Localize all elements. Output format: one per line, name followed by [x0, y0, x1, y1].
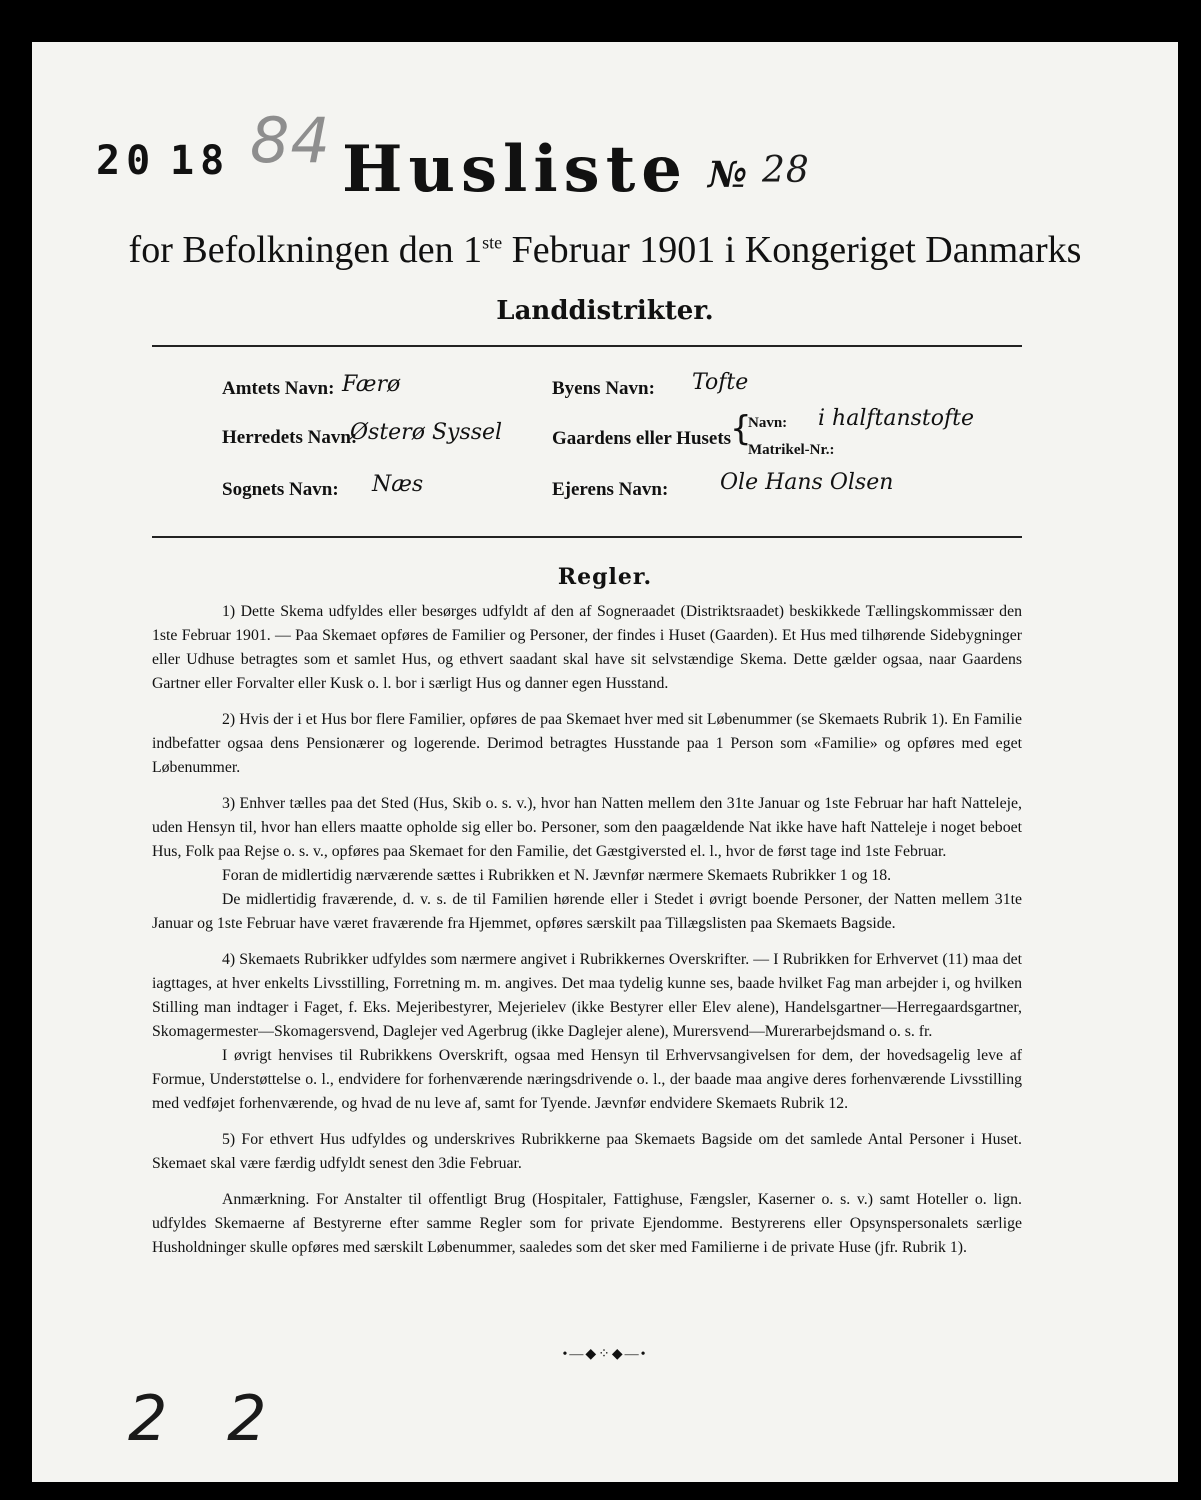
census-sheet [32, 42, 1178, 1482]
divider-middle [152, 536, 1022, 538]
amt-label: Amtets Navn: [222, 378, 335, 399]
herred-label: Herredets Navn: [222, 427, 358, 448]
handwritten-number: 2 2 [128, 1382, 287, 1455]
subtitle [32, 228, 1178, 272]
ejer-label: Ejerens Navn: [552, 479, 669, 500]
rule-paragraph-5: 5) For ethvert Hus udfyldes og underskrives Rubrikkerne paa Skemaets Bagside om det samlede Antal Personer i Huset. Skemaet skal være færdig udfyldt senest den 3die Februar. [152, 1131, 1022, 1172]
rule-note: Anmærkning. For Anstalter til offentligt Brug (Hospitaler, Fattighuse, Fængsler, Kaserner o. s. v.) samt Hoteller o. lign. udfyldes Skemaerne af Bestyrerne efter samme Regler som for private Ejendomme. Bestyrerens eller Opsynspersonalets særlige Husholdninger skulle opføres med særskilt Løbenummer, saaledes som det sker med Familierne i de private Huse (jfr. Rubrik 1). [152, 1191, 1022, 1256]
by-value: Tofte [692, 370, 749, 395]
stamp-number-right: 18 [170, 138, 231, 184]
by-label: Byens Navn: [552, 378, 655, 399]
subtitle-post: Februar 1901 i Kongeriget Danmarks [502, 229, 1082, 271]
rule-paragraph-3c: De midlertidig fraværende, d. v. s. de til Familien hørende eller i Stedet i øvrigt boende Personer, der Natten mellem 31te Januar og 1ste Februar have været fraværende fra Hjemmet, opføres særskilt paa Tillægslisten paa Skemaets Bagside. [152, 891, 1022, 932]
subtitle-pre: for Befolkningen den 1 [128, 229, 483, 271]
page-title: Husliste [342, 132, 688, 207]
herred-value: Østerø Syssel [350, 420, 503, 445]
ornament: •—◆⁘◆—• [562, 1347, 648, 1362]
brace: { [730, 409, 752, 449]
rule-paragraph-4: 4) Skemaets Rubrikker udfyldes som nærmere angivet i Rubrikkernes Overskrifter. — I Rubrikken for Erhvervet (11) maa det iagttages, at hver enkelts Livsstilling, Forretning m. m. angives. Det maa tydelig kunne ses, baade hvilket Fag man arbejder i, og hvilken Stilling man indtager i Faget, f. Eks. Mejeribestyrer, Mejerielev (ikke Bestyrer eller Elev alene), Handelsgartner—Herregaardsgartner, Skomagermester—Skomagersvend, Daglejer ved Agerbrug (ikke Daglejer alene), Murersvend—Murerarbejdsmand o. s. fr. [152, 951, 1022, 1040]
amt-value: Færø [342, 372, 401, 397]
rules-text [152, 600, 1022, 1272]
number-sign: № [708, 154, 748, 196]
rules-heading: Regler. [557, 564, 653, 590]
ejer-value: Ole Hans Olsen [720, 470, 894, 495]
sogn-value: Næs [372, 472, 424, 497]
rule-paragraph-3b: Foran de midlertidig nærværende sættes i Rubrikken et N. Jævnfør nærmere Skemaets Rubrikker 1 og 18. [222, 867, 892, 884]
divider-top [152, 345, 1022, 347]
rule-paragraph-3: 3) Enhver tælles paa det Sted (Hus, Skib o. s. v.), hvor han Natten mellem den 31te Januar og 1ste Februar har haft Natteleje, uden Hensyn til, hvor han ellers maatte opholde sig eller bo. Personer, som den paagældende Nat ikke have haft Natteleje i noget beboet Hus, Folk paa Rejse o. s. v., opføres paa Skemaet for den Familie, det Gæstgiversted el. l., hvor de først tage ind 1ste Februar. [152, 795, 1022, 860]
navn-label: Navn: [748, 415, 788, 431]
rule-paragraph-4b: I øvrigt henvises til Rubrikkens Overskrift, ogsaa med Hensyn til Erhvervsangivelsen for dem, der hovedsagelig leve af Formue, Understøttelse o. l., endvidere for forhenværende næringsdrivende o. l., der baade maa angive deres forhenværende Livsstilling med vedføjet forhenværende, og hvad de nu leve af, samt for Tyende. Jævnfør endvidere Skemaets Rubrik 12. [152, 1047, 1022, 1112]
navn-value: i halftanstofte [818, 406, 974, 431]
gaard-label: Gaardens eller Husets [552, 428, 732, 449]
stamp-number-left: 20 [96, 138, 157, 184]
district-title: Landdistrikter. [496, 296, 714, 326]
rule-paragraph-1: 1) Dette Skema udfyldes eller besørges udfyldt af den af Sogneraadet (Distriktsraadet) beskikkede Tællingskommissær den 1ste Februar 1901. — Paa Skemaet opføres de Familier og Personer, der findes i Huset (Gaarden). Et Hus med tilhørende Sidebygninger eller Udhuse betragtes som et samlet Hus, og ethvert saadant skal have sit selvstændige Skema. Dette gælder ogsaa, naar Gaardens Gartner eller Forvalter eller Kusk o. l. bor i særligt Hus og danner egen Husstand. [152, 603, 1022, 692]
list-number: 28 [762, 150, 810, 191]
pencil-number: 84 [250, 104, 331, 177]
matrikel-label: Matrikel-Nr.: [748, 442, 835, 458]
rule-paragraph-2: 2) Hvis der i et Hus bor flere Familier, opføres de paa Skemaet hver med sit Løbenummer (se Skemaets Rubrik 1). En Familie indbefatter ogsaa dens Pensionærer og logerende. Derimod betragtes Husstande paa 1 Person som «Familie» og opføres med eget Løbenummer. [152, 711, 1022, 776]
sogn-label: Sognets Navn: [222, 479, 339, 500]
subtitle-sup: ste [482, 232, 503, 253]
